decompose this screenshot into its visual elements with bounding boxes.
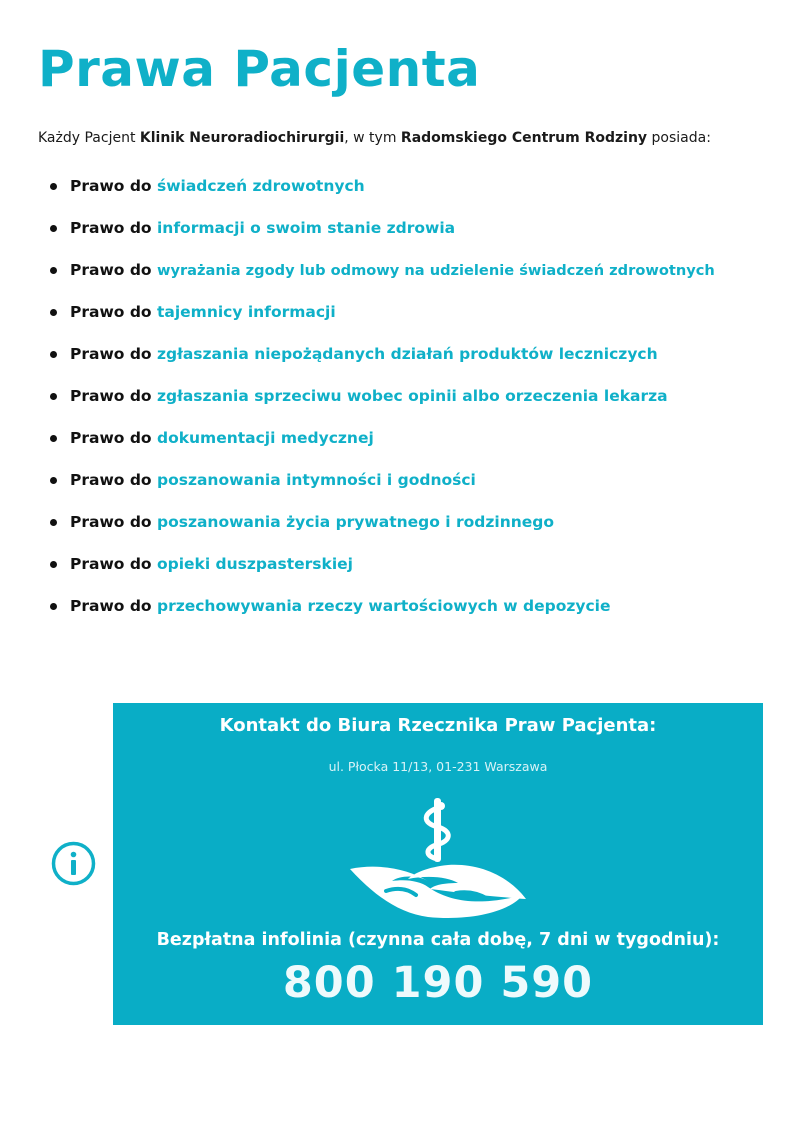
right-prefix: Prawo do — [70, 261, 157, 279]
info-circle-icon — [51, 841, 96, 886]
bullet-icon — [50, 225, 57, 232]
right-prefix: Prawo do — [70, 471, 157, 489]
right-item — [40, 254, 715, 296]
contact-box — [113, 703, 763, 1025]
right-prefix: Prawo do — [70, 219, 157, 237]
bullet-icon — [50, 435, 57, 442]
right-prefix: Prawo do — [70, 555, 157, 573]
right-topic: informacji o swoim stanie zdrowia — [156, 219, 456, 237]
right-topic: poszanowania życia prywatnego i rodzinnego — [156, 513, 555, 531]
right-item — [40, 590, 715, 632]
right-topic: zgłaszania niepożądanych działań produktów leczniczych — [156, 345, 658, 363]
right-topic: opieki duszpasterskiej — [156, 555, 353, 573]
right-item — [40, 338, 715, 380]
bullet-icon — [50, 351, 57, 358]
right-item — [40, 506, 715, 548]
right-prefix: Prawo do — [70, 429, 157, 447]
hotline-label: Bezpłatna infolinia (czynna cała dobę, 7 dni w tygodniu): — [156, 930, 720, 950]
right-topic: świadczeń zdrowotnych — [156, 177, 365, 195]
right-item — [40, 296, 715, 338]
right-topic: poszanowania intymności i godności — [156, 471, 476, 489]
right-prefix: Prawo do — [70, 177, 157, 195]
right-topic: wyrażania zgody lub odmowy na udzielenie świadczeń zdrowotnych — [156, 262, 715, 279]
bullet-icon — [50, 183, 57, 190]
right-item — [40, 464, 715, 506]
bullet-icon — [50, 393, 57, 400]
right-prefix: Prawo do — [70, 345, 157, 363]
intro-center-name: Radomskiego Centrum Rodziny — [400, 130, 648, 146]
bullet-icon — [50, 309, 57, 316]
bullet-icon — [50, 267, 57, 274]
right-prefix: Prawo do — [70, 597, 157, 615]
right-item — [40, 380, 715, 422]
page-title: Prawa Pacjenta — [38, 40, 481, 98]
right-topic: dokumentacji medycznej — [156, 429, 374, 447]
intro-part-3: posiada: — [647, 130, 711, 146]
intro-part-2: , w tym — [344, 130, 401, 146]
bullet-icon — [50, 561, 57, 568]
contact-address: ul. Płocka 11/13, 01-231 Warszawa — [328, 759, 548, 774]
bullet-icon — [50, 603, 57, 610]
right-item — [40, 422, 715, 464]
hotline-number: 800 190 590 — [282, 958, 594, 1008]
contact-heading: Kontakt do Biura Rzecznika Praw Pacjenta: — [219, 715, 657, 736]
intro-text — [38, 130, 711, 146]
right-topic: przechowywania rzeczy wartościowych w depozycie — [156, 597, 611, 615]
right-prefix: Prawo do — [70, 303, 157, 321]
right-prefix: Prawo do — [70, 513, 157, 531]
right-item — [40, 170, 715, 212]
right-item — [40, 212, 715, 254]
intro-part-1: Każdy Pacjent — [38, 130, 140, 146]
bullet-icon — [50, 477, 57, 484]
bullet-icon — [50, 519, 57, 526]
right-topic: zgłaszania sprzeciwu wobec opinii albo orzeczenia lekarza — [156, 387, 668, 405]
right-item — [40, 548, 715, 590]
rights-list — [40, 170, 715, 632]
intro-clinic-name: Klinik Neuroradiochirurgii — [139, 130, 345, 146]
right-prefix: Prawo do — [70, 387, 157, 405]
right-topic: tajemnicy informacji — [156, 303, 336, 321]
caduceus-hands-icon — [348, 795, 528, 920]
